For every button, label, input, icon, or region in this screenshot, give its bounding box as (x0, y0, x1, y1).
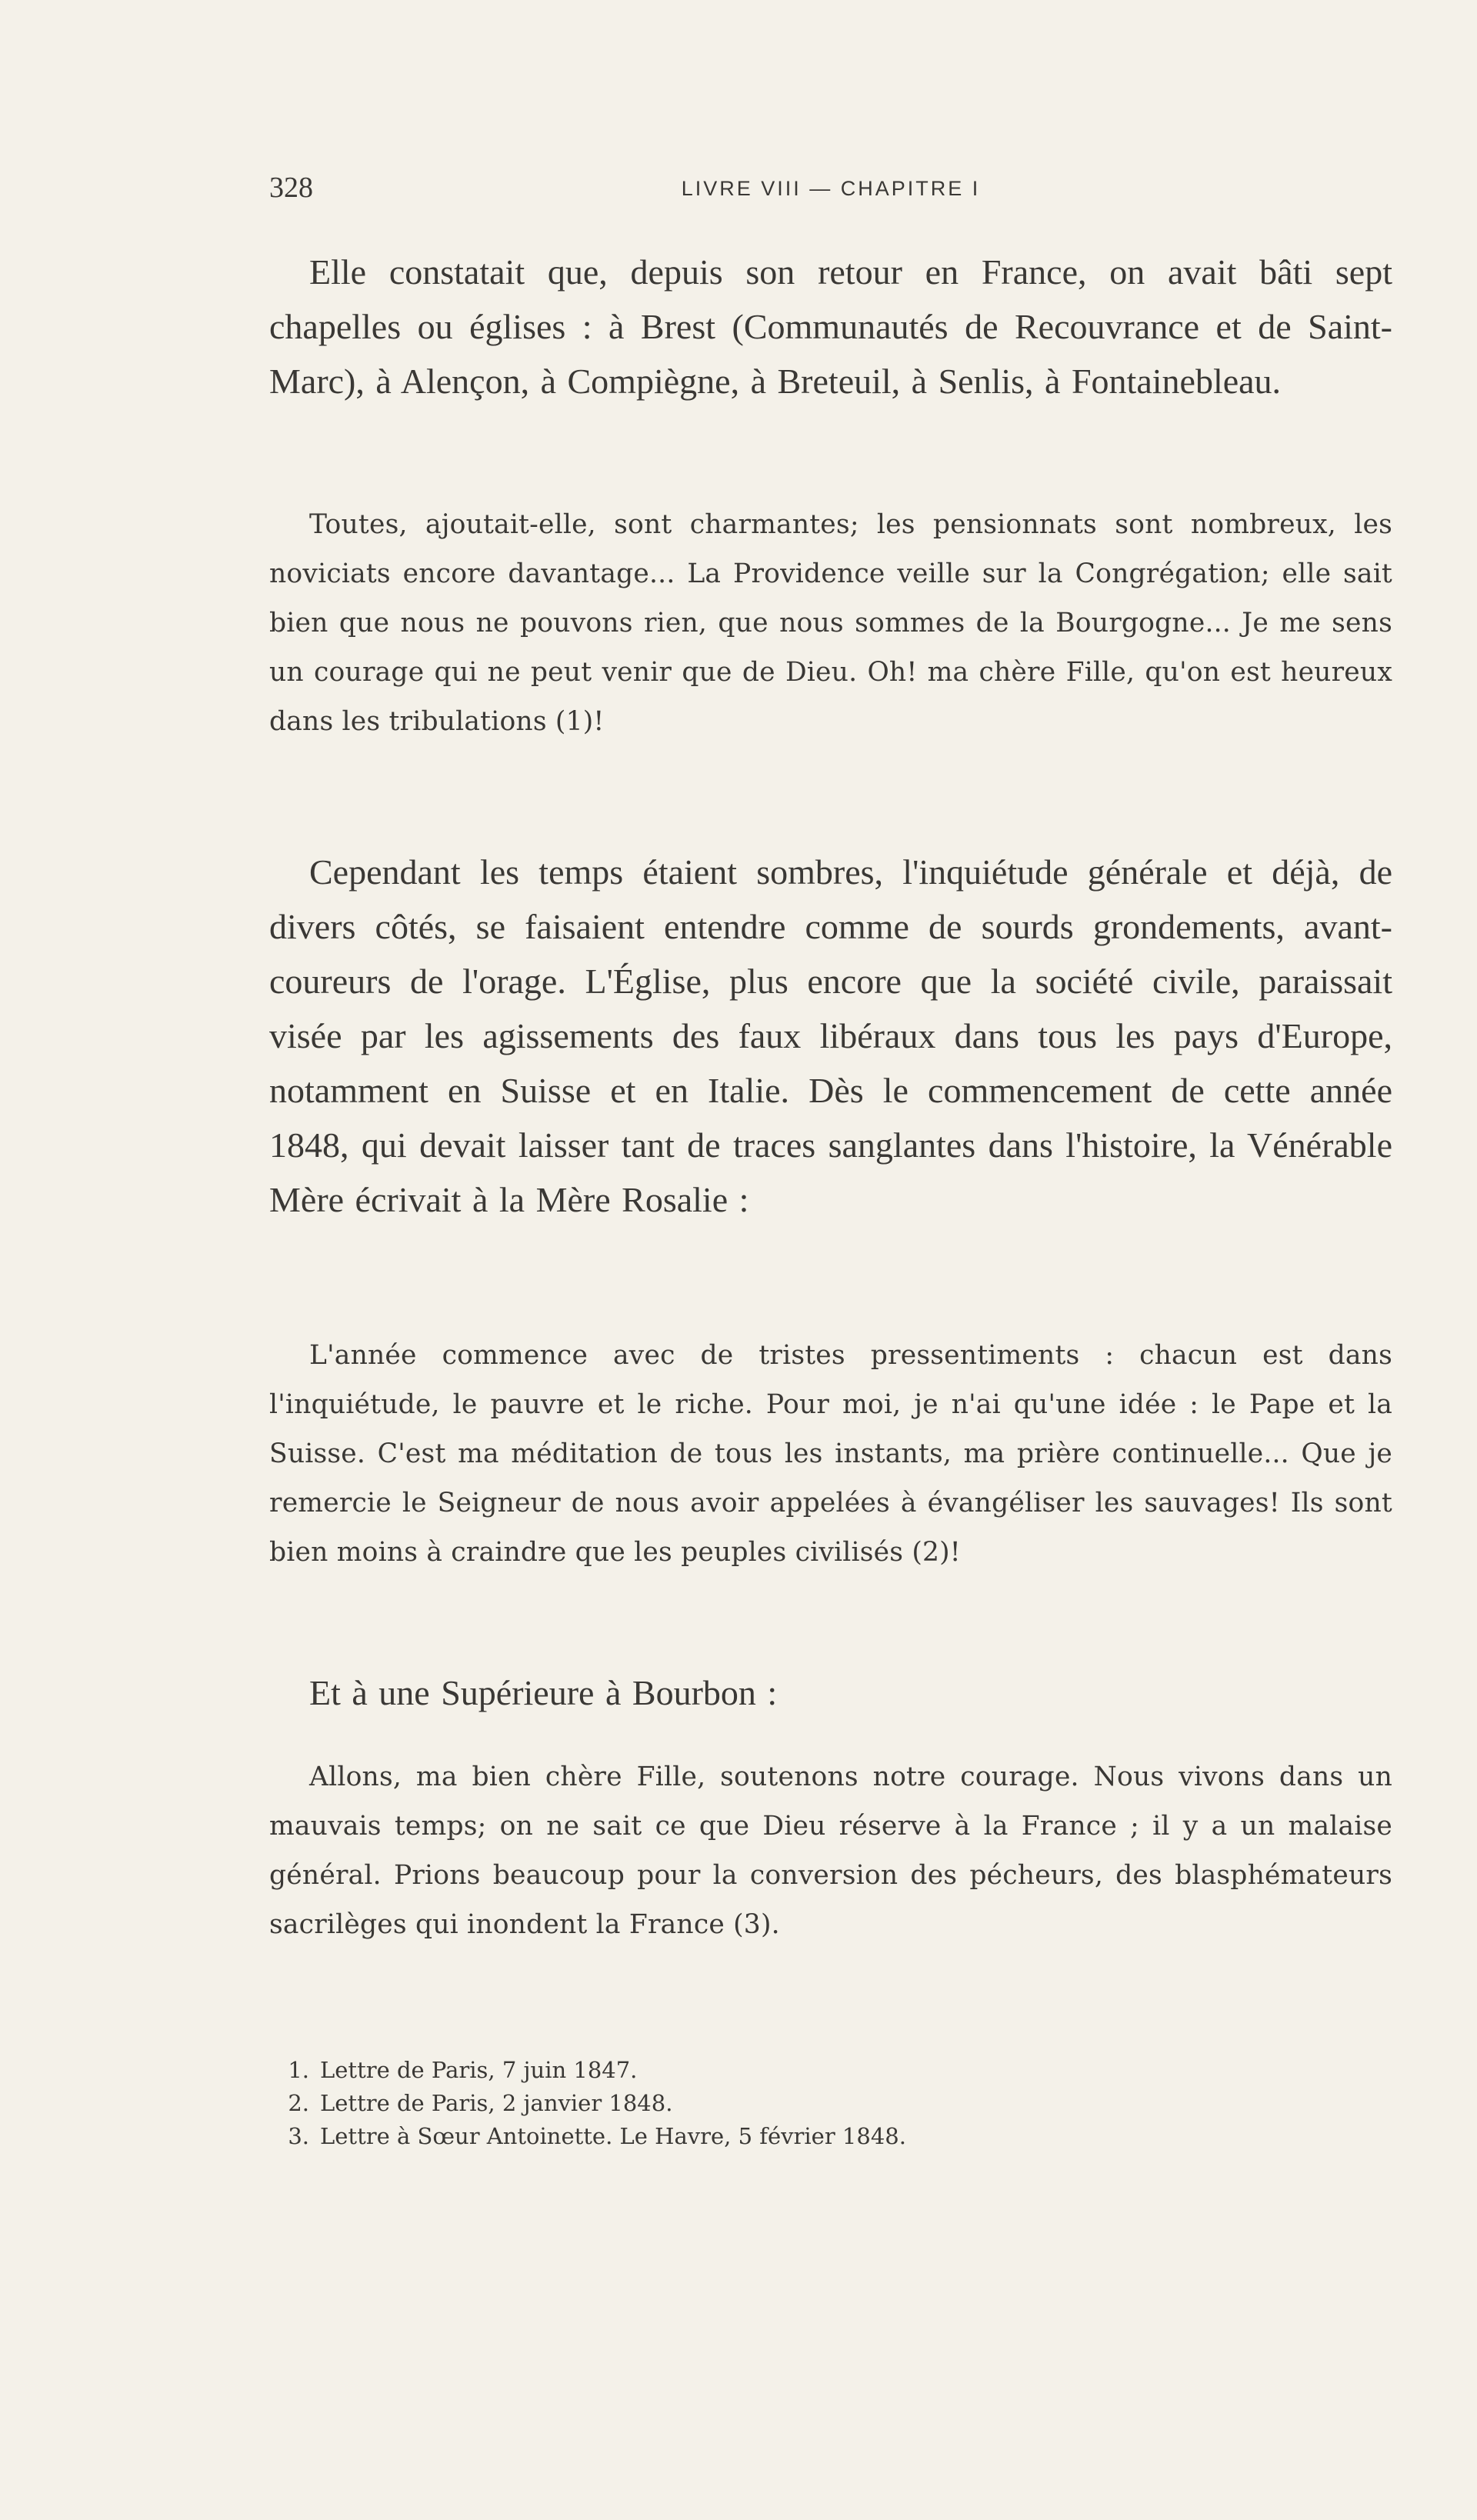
footnote-1 (269, 2054, 1392, 2087)
paragraph-2: Cependant les temps étaient sombres, l'inquiétude générale et déjà, de divers côtés, se faisaient entendre comme de sourds grondements, avant-coureurs de l'orage. L'Église, plus encore que la société civile, paraissait visée par les agissements des faux libéraux dans tous les pays d'Europe, notamment en Suisse et en Italie. Dès le commencement de cette année 1848, qui devait laisser tant de traces sanglantes dans l'histoire, la Vénérable Mère écrivait à la Mère Rosalie : (269, 852, 1392, 1219)
footnote-text: Lettre à Sœur Antoinette. Le Havre, 5 février 1848. (320, 2123, 906, 2149)
footnote-3 (269, 2120, 1392, 2153)
footnote-text: Lettre de Paris, 7 juin 1847. (320, 2057, 638, 2083)
book-page (269, 0, 1392, 2520)
footnote-number: 3. (288, 2123, 309, 2149)
footnotes (269, 2054, 1392, 2153)
page-number: 328 (269, 172, 313, 204)
footnote-2 (269, 2087, 1392, 2120)
footnote-number: 2. (288, 2090, 309, 2116)
quotation-1: Toutes, ajoutait-elle, sont charmantes; les pensionnats sont nombreux, les noviciats encore davantage... La Providence veille sur la Congrégation; elle sait bien que nous ne pouvons rien, que nous sommes de la Bourgogne... Je me sens un courage qui ne peut venir que de Dieu. Oh! ma chère Fille, qu'on est heureux dans les tribulations (1)! (269, 509, 1392, 737)
paragraph-1: Elle constatait que, depuis son retour en France, on avait bâti sept chapelles ou églises : à Brest (Communautés de Recouvrance et de Saint-Marc), à Alençon, à Compiègne, à Breteuil, à Senlis, à Fontainebleau. (269, 252, 1392, 401)
quotation-3: Allons, ma bien chère Fille, soutenons notre courage. Nous vivons dans un mauvais temps; on ne sait ce que Dieu réserve à la France ; il y a un malaise général. Prions beaucoup pour la conversion des pécheurs, des blasphémateurs sacrilèges qui inondent la France (3). (269, 1762, 1392, 1940)
running-head: LIVRE VIII — CHAPITRE I (681, 177, 981, 200)
footnote-text: Lettre de Paris, 2 janvier 1848. (320, 2090, 673, 2116)
page-header (269, 171, 1392, 214)
footnote-number: 1. (288, 2057, 309, 2083)
quotation-2: L'année commence avec de tristes pressentiments : chacun est dans l'inquiétude, le pauvre et le riche. Pour moi, je n'ai qu'une idée : le Pape et la Suisse. C'est ma méditation de tous les instants, ma prière continuelle... Que je remercie le Seigneur de nous avoir appelées à évangéliser les sauvages! Ils sont bien moins à craindre que les peuples civilisés (2)! (269, 1340, 1392, 1568)
paragraph-3: Et à une Supérieure à Bourbon : (309, 1673, 778, 1712)
